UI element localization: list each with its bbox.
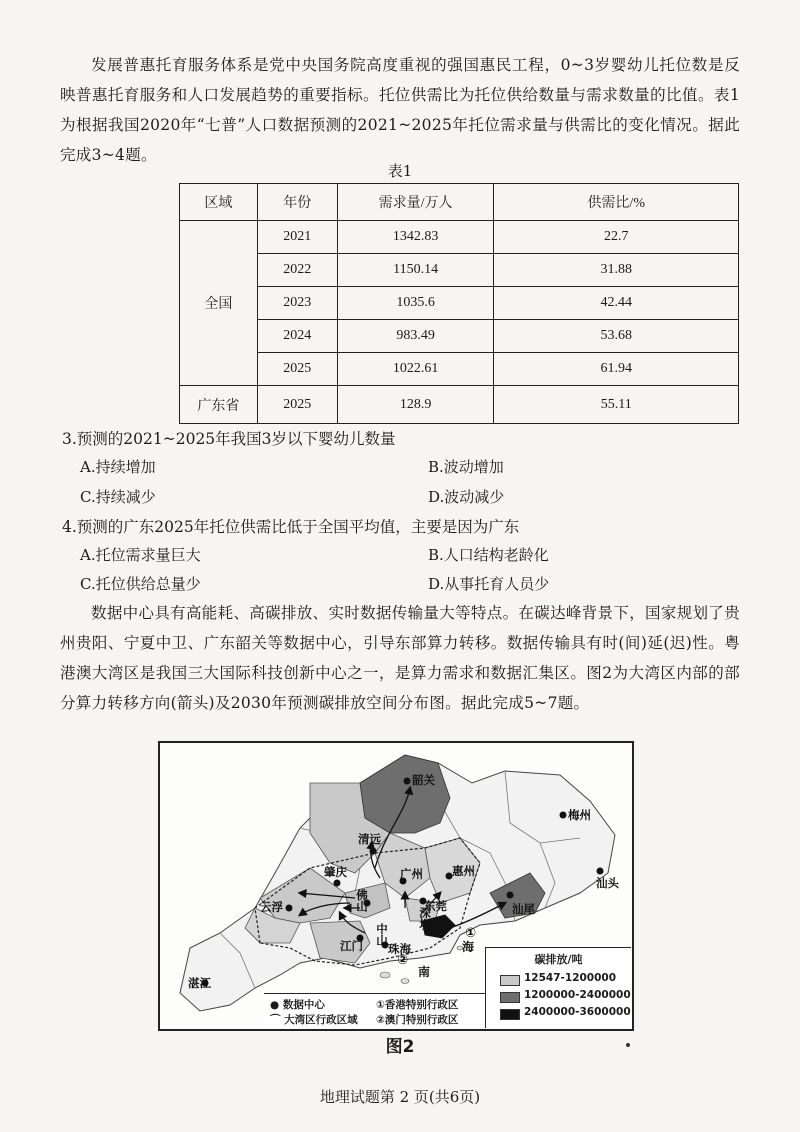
cell-ratio: 55.11 [494, 386, 739, 424]
header-demand: 需求量/万人 [337, 184, 494, 221]
sea-label-sea: 海 [462, 940, 475, 954]
q4-option-d: D.从事托育人员少 [428, 575, 550, 593]
key-macau: ②澳门特别行政区 [376, 1014, 459, 1026]
key-bay-boundary-label: 大湾区行政区域 [284, 1014, 358, 1026]
marker-macau: ② [397, 953, 409, 968]
marker-hong-kong: ① [465, 926, 477, 941]
label-qingyuan: 清远 [358, 832, 381, 846]
table-row [180, 254, 739, 287]
label-yunfu: 云浮 [260, 900, 283, 914]
q4-option-c: C.托位供给总量少 [80, 575, 201, 593]
cell-demand: 1022.61 [337, 353, 494, 386]
label-jiangmen: 江门 [340, 939, 363, 953]
label-guangzhou: 广州 [400, 867, 423, 881]
key-hong-kong: ①香港特别行政区 [376, 999, 459, 1011]
cell-year: 2024 [257, 320, 337, 353]
table-row [180, 221, 739, 254]
cell-ratio: 61.94 [494, 353, 739, 386]
label-shaoguan: 韶关 [412, 773, 435, 787]
legend-range-high: 2400000-3600000 [524, 1006, 631, 1018]
region-national: 全国 [180, 221, 258, 386]
q3-option-b: B.波动增加 [428, 458, 504, 476]
region-guangdong: 广东省 [180, 386, 258, 424]
cell-ratio: 31.88 [494, 254, 739, 287]
map-key [264, 993, 485, 1028]
cell-demand: 1342.83 [337, 221, 494, 254]
q3-option-d: D.波动减少 [428, 488, 505, 506]
legend-range-mid: 1200000-2400000 [524, 989, 631, 1001]
table-row [180, 353, 739, 386]
header-ratio: 供需比/% [494, 184, 739, 221]
label-dongguan: 东莞 [424, 899, 447, 913]
cell-year: 2023 [257, 287, 337, 320]
key-data-center: ● 数据中心 [270, 999, 325, 1011]
legend-swatch-low [500, 975, 520, 986]
data-center-paragraph: 数据中心具有高能耗、高碳排放、实时数据传输量大等特点。在碳达峰背景下，国家规划了贵州贵阳、宁夏中卫、广东韶关等数据中心，引导东部算力转移。数据传输具有时(间)延(迟)性。粤港澳大湾区是我国三大国际科技创新中心之一，是算力需求和数据汇集区。图2为大湾区内部的部分算力转移方向(箭头)及2030年预测碳排放空间分布图。据此完成5~7题。 [60, 604, 740, 712]
cell-ratio: 22.7 [494, 221, 739, 254]
legend-swatch-mid [500, 992, 520, 1003]
table-header-row [180, 184, 739, 221]
key-bay-boundary: ⌒ 大湾区行政区域 [270, 1014, 358, 1026]
cell-year: 2022 [257, 254, 337, 287]
cell-ratio: 53.68 [494, 320, 739, 353]
table-caption: 表1 [387, 162, 413, 180]
intro-paragraph: 发展普惠托育服务体系是党中央国务院高度重视的强国惠民工程，0~3岁婴幼儿托位数是反映普惠托育服务和人口发展趋势的重要指标。托位供需比为托位供给数量与需求数量的比值。表1为根据我国2020年“七普”人口数据预测的2021~2025年托位需求量与供需比的变化情况。据此完成3~4题。 [60, 56, 740, 164]
label-zhuhai: 珠海 [388, 942, 411, 956]
legend-range-low: 12547-1200000 [524, 972, 617, 984]
legend-swatch-high [500, 1009, 520, 1020]
cell-year: 2025 [257, 353, 337, 386]
label-huizhou: 惠州 [452, 864, 475, 878]
carbon-legend [485, 947, 631, 1028]
table-row [180, 320, 739, 353]
figure-caption: 图2 [385, 1037, 415, 1057]
label-shanwei: 汕尾 [512, 902, 535, 916]
label-shantou: 汕头 [596, 876, 619, 890]
label-foshan: 佛山 [355, 889, 369, 912]
q4-option-b: B.人口结构老龄化 [428, 546, 549, 564]
q3-option-c: C.持续减少 [80, 488, 156, 506]
region-shaoguan [360, 755, 450, 833]
cell-demand: 983.49 [337, 320, 494, 353]
label-zhanjiang: 湛江 [188, 976, 211, 990]
header-region: 区域 [180, 184, 258, 221]
q4-option-a: A.托位需求量巨大 [80, 546, 201, 564]
cell-demand: 1035.6 [337, 287, 494, 320]
sea-label-south: 南 [418, 965, 431, 979]
cell-year: 2025 [257, 386, 337, 424]
label-zhaoqing: 肇庆 [324, 865, 347, 879]
demand-supply-table [179, 183, 739, 424]
cell-ratio: 42.44 [494, 287, 739, 320]
question-3-stem: 3.预测的2021~2025年我国3岁以下婴幼儿数量 [62, 430, 396, 448]
cell-demand: 1150.14 [337, 254, 494, 287]
label-zhongshan: 中山 [375, 923, 389, 946]
table-row-guangdong [180, 386, 739, 424]
legend-title: 碳排放/吨 [534, 953, 583, 966]
q3-option-a: A.持续增加 [80, 458, 156, 476]
page-footer: 地理试题第 2 页(共6页) [319, 1088, 481, 1106]
table-row [180, 287, 739, 320]
cell-demand: 128.9 [337, 386, 494, 424]
cell-year: 2021 [257, 221, 337, 254]
question-4-stem: 4.预测的广东2025年托位供需比低于全国平均值，主要是因为广东 [62, 518, 520, 536]
header-year: 年份 [257, 184, 337, 221]
label-shenzhen: 深圳 [418, 907, 432, 930]
carbon-emission-map [158, 741, 634, 1031]
label-meizhou: 梅州 [568, 808, 591, 822]
key-data-center-label: 数据中心 [282, 999, 325, 1011]
stray-mark [626, 1043, 630, 1047]
